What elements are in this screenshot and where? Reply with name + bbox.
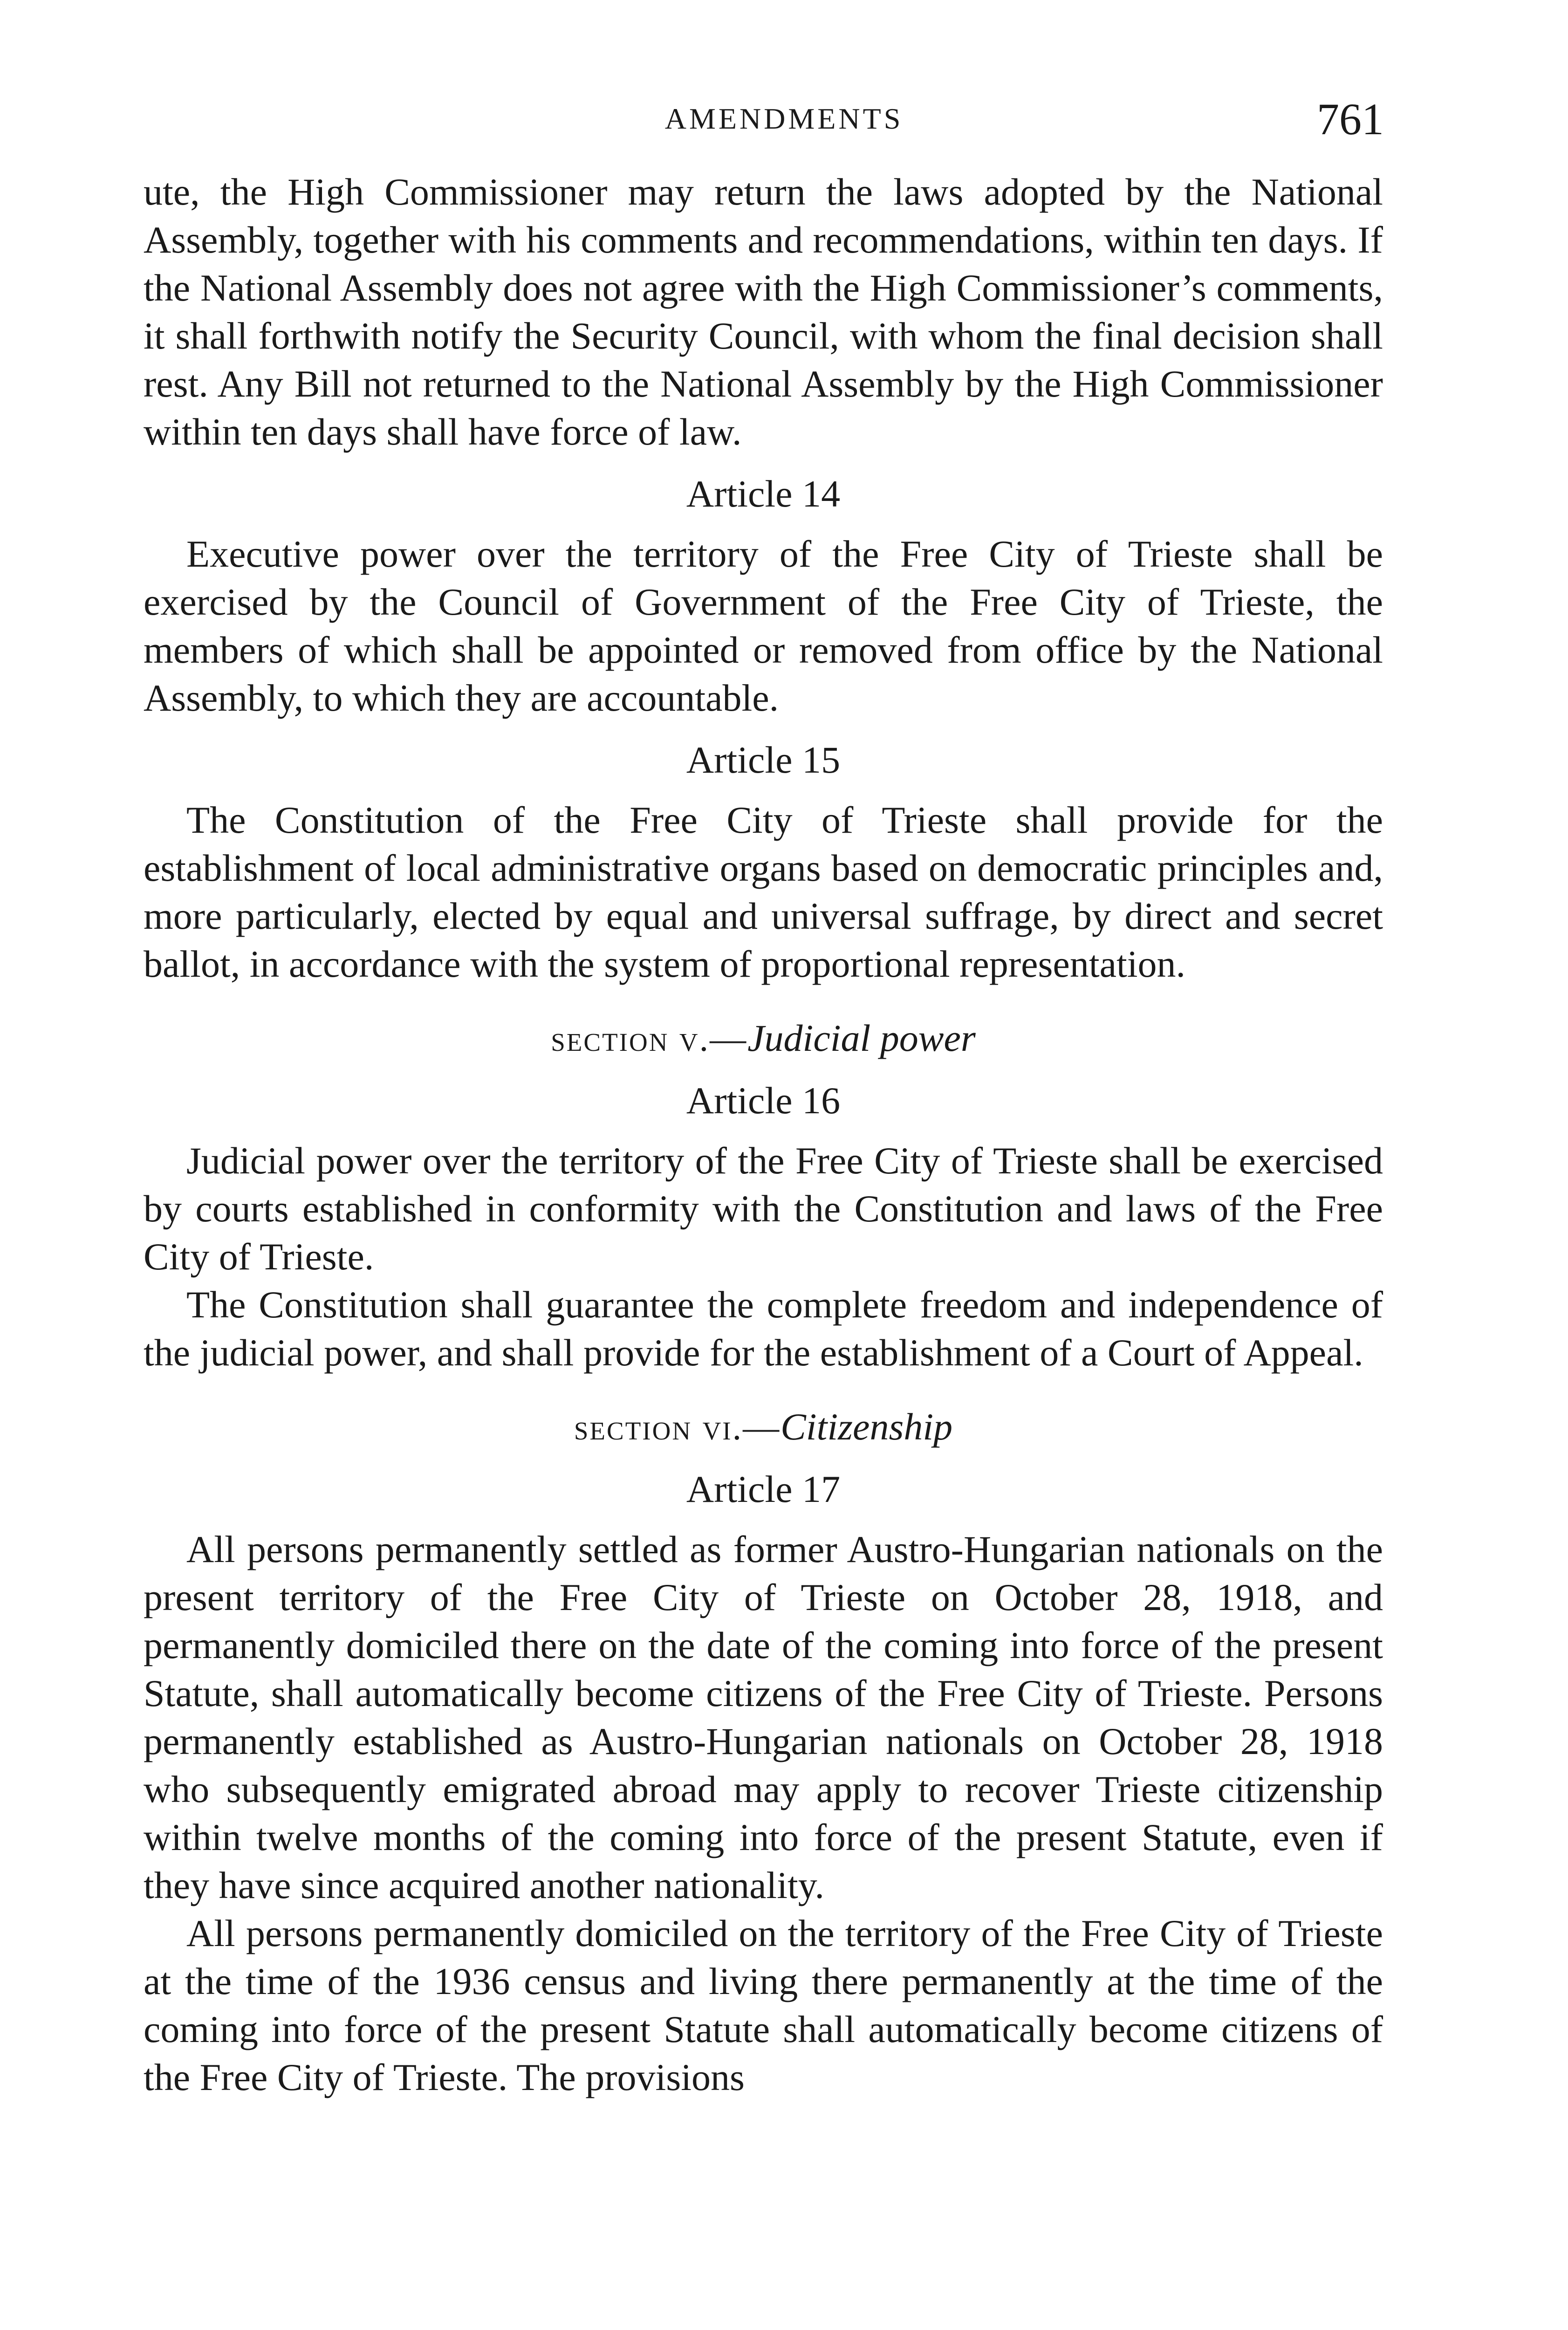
page-number: 761 (1317, 94, 1384, 144)
section-5-heading (144, 1014, 1383, 1062)
section-6-label: section vi.— (574, 1407, 781, 1447)
article-14-paragraph: Executive power over the territory of the Free City of Trieste shall be exercised by the Council of Government of the Free City of Trieste, the members of which shall be appointed or removed from office by the National Assembly, to which they are accountable. (144, 533, 1383, 719)
article-14-heading: Article 14 (686, 473, 841, 515)
paragraph-continued: ute, the High Commissioner may return the laws adopted by the National Assembly, together with his comments and recommendations, within ten days. If the National Assembly does not agree with the High Commissioner’s comments, it shall forthwith notify the Security Council, with whom the final decision shall rest. Any Bill not returned to the National Assembly by the High Commissioner within ten days shall have force of law. (144, 171, 1383, 453)
article-17-paragraph-1: All persons permanently settled as former Austro-Hungarian nationals on the present territory of the Free City of Trieste on October 28, 1918, and permanently domiciled there on the date of the coming into force of the present Statute, shall automatically become citizens of the Free City of Trieste. Persons permanently established as Austro-Hungarian nationals on October 28, 1918 who subsequently emigrated abroad may apply to recover Trieste citizenship within twelve months of the coming into force of the present Statute, even if they have since acquired another nationality. (144, 1528, 1383, 1906)
article-17-paragraph-2: All persons permanently domiciled on the territory of the Free City of Trieste at the time of the 1936 census and living there permanently at the time of the coming into force of the present Statute shall automatically become citizens of the Free City of Trieste. The provisions (144, 1912, 1383, 2098)
article-15-paragraph: The Constitution of the Free City of Trieste shall provide for the establishment of local administrative organs based on democratic principles and, more particularly, elected by equal and universal suffrage, by direct and secret ballot, in accordance with the system of proportional representation. (144, 799, 1383, 985)
section-6-title: Citizenship (781, 1405, 953, 1448)
article-16-paragraph-2: The Constitution shall guarantee the complete freedom and independence of the judicial power, and shall provide for the establishment of a Court of Appeal. (144, 1283, 1383, 1374)
article-15-heading: Article 15 (686, 739, 841, 781)
running-head-title: AMENDMENTS (664, 102, 904, 135)
running-head (0, 93, 1568, 144)
section-5-title: Judicial power (747, 1017, 976, 1059)
article-16-paragraph-1: Judicial power over the territory of the Free City of Trieste shall be exercised by courts established in conformity with the Constitution and laws of the Free City of Trieste. (144, 1139, 1383, 1278)
section-5-label: section v.— (551, 1018, 748, 1059)
section-6-heading (144, 1403, 1383, 1451)
article-16-heading: Article 16 (686, 1079, 841, 1122)
article-17-heading: Article 17 (686, 1468, 841, 1510)
body-text (144, 168, 1383, 2101)
